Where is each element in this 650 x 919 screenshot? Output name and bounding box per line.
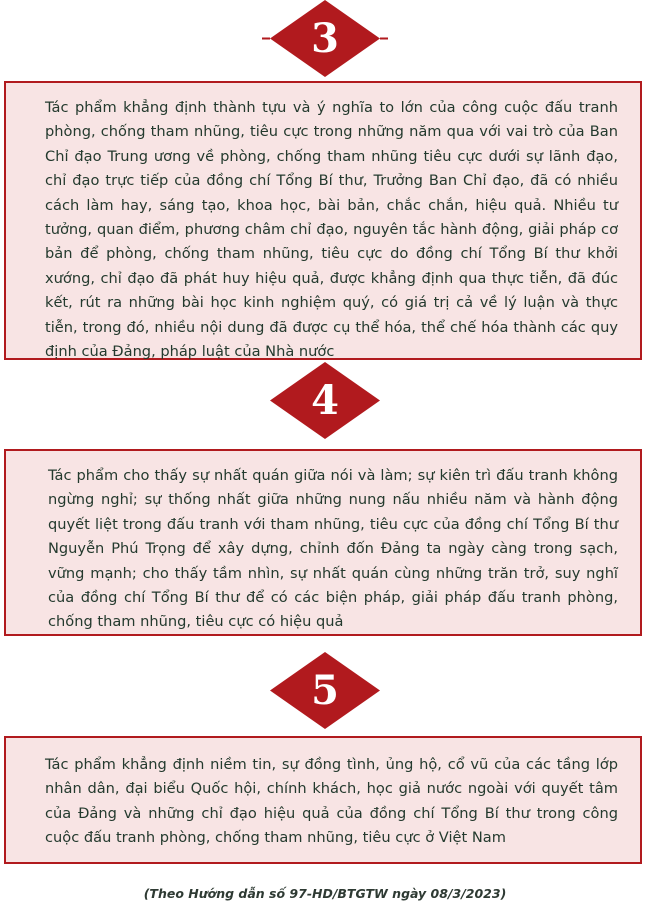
source-caption: (Theo Hướng dẫn số 97-HD/BTGTW ngày 08/3/2023)	[143, 886, 507, 901]
section-5-badge	[262, 652, 388, 729]
section-3-box	[4, 81, 642, 360]
section-3-badge	[262, 0, 388, 77]
section-4-box	[4, 449, 642, 636]
section-4-number: 4	[311, 377, 339, 424]
section-5-number: 5	[311, 667, 339, 714]
section-5-text: Tác phẩm khẳng định niềm tin, sự đồng tình, ủng hộ, cổ vũ của các tầng lớp nhân dân, đại biểu Quốc hội, chính khách, học giả nước ngoài với quyết tâm của Đảng và những chỉ đạo hiệu quả của đồng chí Tổng Bí thư trong công cuộc đấu tranh phòng, chống tham nhũng, tiêu cực ở Việt Nam	[45, 756, 618, 847]
section-5-box	[4, 736, 642, 864]
section-4-badge	[262, 362, 388, 439]
section-4-text: Tác phẩm cho thấy sự nhất quán giữa nói và làm; sự kiên trì đấu tranh không ngừng nghỉ; sự thống nhất giữa những nung nấu nhiều năm và hành động quyết liệt trong đấu tranh với tham nhũng, tiêu cực của đồng chí Tổng Bí thư Nguyễn Phú Trọng để xây dựng, chỉnh đốn Đảng ta ngày càng trong sạch, vững mạnh; cho thấy tầm nhìn, sự nhất quán cùng những trăn trở, suy nghĩ của đồng chí Tổng Bí thư để có các biện pháp, giải pháp đấu tranh phòng, chống tham nhũng, tiêu cực có hiệu quả	[48, 467, 618, 631]
section-3-number: 3	[311, 15, 339, 62]
section-3-text: Tác phẩm khẳng định thành tựu và ý nghĩa to lớn của công cuộc đấu tranh phòng, chống tham nhũng, tiêu cực trong những năm qua với vai trò của Ban Chỉ đạo Trung ương về phòng, chống tham nhũng tiêu cực dưới sự lãnh đạo, chỉ đạo trực tiếp của đồng chí Tổng Bí thư, Trưởng Ban Chỉ đạo, đã có nhiều cách làm hay, sáng tạo, khoa học, bài bản, chắc chắn, hiệu quả. Nhiều tư tưởng, quan điểm, phương châm chỉ đạo, nguyên tắc hành động, giải pháp cơ bản để phòng, chống tham nhũng, tiêu cực do đồng chí Tổng Bí thư khởi xướng, chỉ đạo đã phát huy hiệu quả, được khẳng định qua thực tiễn, đã đúc kết, rút ra những bài học kinh nghiệm quý, có giá trị cả về lý luận và thực tiễn, trong đó, nhiều nội dung đã được cụ thể hóa, thể chế hóa thành các quy định của Đảng, pháp luật của Nhà nước	[45, 99, 618, 361]
